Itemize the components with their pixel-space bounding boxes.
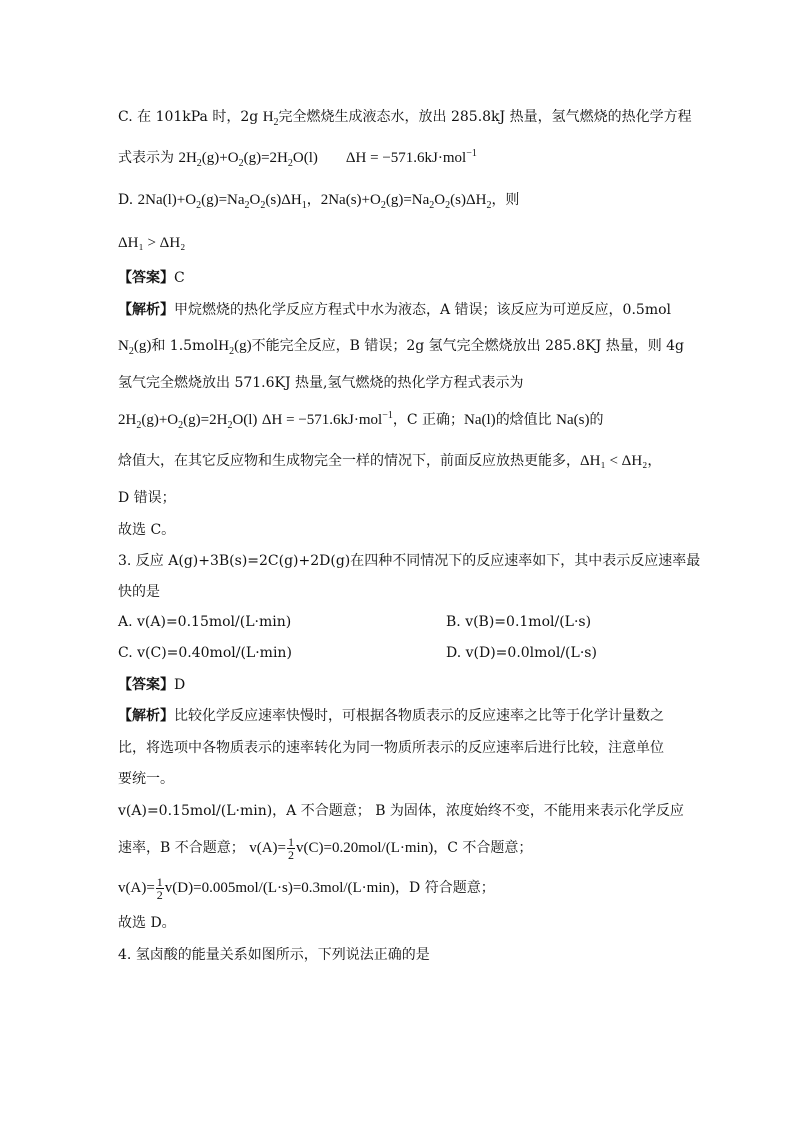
q3-option-c: C. v(C)=0.40mol/(L·min) <box>118 645 292 661</box>
q3-analysis-line1: 【解析】比较化学反应速率快慢时，可根据各物质表示的反应速率之比等于化学计量数之 <box>118 708 664 724</box>
q3-stem-line1: 3. 反应 A(g)+3B(s)=2C(g)+2D(g)在四种不同情况下的反应速率如下，其中表示反应速率最 <box>118 553 701 569</box>
q2-option-d-line1: D. $2Na(l)+O_2(g)=Na_2O_2(s)\Delta H_1$，$2Na(s)+O_2(g)=Na_2O_2(s)\Delta H_2$，则 <box>118 192 520 211</box>
q3-analysis-line4: v(A)=0.15mol/(L·min)，A 不合题意； B 为固体，浓度始终不变，不能用来表示化学反应 <box>118 803 684 819</box>
q3-analysis-line3: 要统一。 <box>118 771 174 787</box>
q3-analysis-line6: v(A)= $\frac{1}{2}$ v(D)=0.005mol/(L·s)=0.3mol/(L·min)，D 符合题意； <box>118 875 495 902</box>
q3-option-b: B. v(B)=0.1mol/(L·s) <box>446 614 592 630</box>
q3-conclusion: 故选 D。 <box>118 915 176 931</box>
q2-option-c-line2: 式表示为 $2H_2(g)+O_2(g)=2H_2O(l) \Delta H = -571.6kJ\cdot mol^{-1}$ <box>118 148 477 169</box>
q3-option-a: A. v(A)=0.15mol/(L·min) <box>118 614 292 630</box>
q2-analysis-line3: 氢气完全燃烧放出 571.6KJ 热量,氢气燃烧的热化学方程式表示为 <box>118 375 524 391</box>
q2-analysis-line6: D 错误； <box>118 490 176 506</box>
q3-option-d: D. v(D)=0.0lmol/(L·s) <box>446 645 597 661</box>
q2-conclusion: 故选 C。 <box>118 522 176 538</box>
q2-analysis-line5: 焓值大，在其它反应物和生成物完全一样的情况下，前面反应放热更能多，ΔH₁ < ΔH₂， <box>118 453 662 469</box>
q3-stem-line2: 快的是 <box>118 584 160 600</box>
q3-analysis-line2: 比，将选项中各物质表示的速率转化为同一物质所表示的反应速率后进行比较，注意单位 <box>118 740 664 756</box>
q2-analysis-line2: $N_2(g)$和 1.5molH$_2$(g)不能完全反应，B 错误；2g 氢气完全燃烧放出 285.8KJ 热量，则 4g <box>118 338 685 357</box>
q2-option-c-line1: C. 在 101kPa 时，2g $H_2$完全燃烧生成液态水，放出 285.8kJ 热量，氢气燃烧的热化学方程 <box>118 109 692 128</box>
q2-analysis-line1: 【解析】甲烷燃烧的热化学反应方程式中水为液态，A 错误；该反应为可逆反应，0.5mol <box>118 302 672 318</box>
q2-option-d-line2: ΔH₁ > ΔH₂ <box>118 235 186 251</box>
q4-stem: 4. 氢卤酸的能量关系如图所示，下列说法正确的是 <box>118 947 430 963</box>
q2-answer: 【答案】C <box>118 270 185 286</box>
q3-analysis-line5: 速率，B 不合题意； v(A)= $\frac{1}{2}$ v(C)=0.20mol/(L·min)，C 不合题意； <box>118 835 533 862</box>
q3-answer: 【答案】D <box>118 677 186 693</box>
q2-analysis-line4: $2H_2(g)+O_2(g)=2H_2O(l) \Delta H = -571.6kJ\cdot mol^{-1}$，C 正确；Na(l)的焓值比 Na(s)的 <box>118 410 604 431</box>
